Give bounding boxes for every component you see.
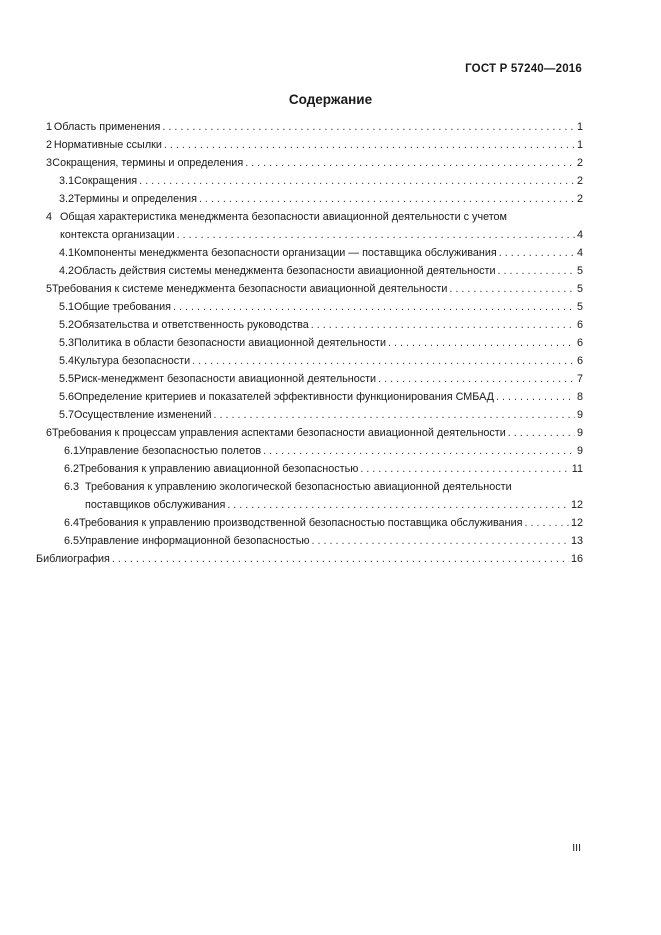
toc-entry-page: 2 (576, 157, 583, 169)
toc-entry-5-3[interactable] (46, 334, 583, 352)
toc-entry-page: 6 (576, 319, 583, 331)
toc-entry-6[interactable] (46, 424, 583, 442)
toc-entry-page: 16 (570, 553, 583, 565)
toc-entry-6-3[interactable] (46, 478, 583, 514)
toc-entry-page: 4 (576, 247, 583, 259)
toc-entry-3[interactable] (46, 154, 583, 172)
toc-entry-page: 6 (576, 337, 583, 349)
toc-entry-1[interactable] (46, 118, 583, 136)
toc-entry-number: 3 (46, 157, 53, 169)
toc-entry-title: Определение критериев и показателей эффективности функционирования СМБАД (74, 391, 494, 403)
toc-entry-number: 5.2 (59, 319, 75, 331)
toc-entry-title: Обязательства и ответственность руководства (74, 319, 309, 331)
dot-leader (496, 388, 575, 406)
toc-entry-number: 3.2 (59, 193, 75, 205)
toc-entry-6-5[interactable] (46, 532, 583, 550)
toc-entry-number: 6.4 (64, 517, 80, 529)
toc-entry-title: Нормативные ссылки (53, 139, 162, 151)
toc-entry-5-2[interactable] (46, 316, 583, 334)
toc-entry-page: 6 (576, 355, 583, 367)
toc-entry-number: 4.1 (59, 247, 75, 259)
toc-entry-number: 6.1 (64, 445, 80, 457)
toc-entry-number: 6.3 (64, 481, 80, 493)
toc-entry-page: 9 (576, 409, 583, 421)
toc-entry-page: 7 (576, 373, 583, 385)
dot-leader (263, 442, 575, 460)
dot-leader (177, 226, 575, 244)
toc-entry-title: Требования к управлению авиационной безопасностью (79, 463, 359, 475)
dot-leader (199, 190, 575, 208)
dot-leader (360, 460, 569, 478)
toc-entry-number: 5.7 (59, 409, 75, 421)
page-number: III (572, 842, 581, 854)
toc-entry-4-1[interactable] (46, 244, 583, 262)
toc-entry-page: 1 (576, 139, 583, 151)
toc-entry-page: 13 (570, 535, 583, 547)
toc-entry-5-7[interactable] (46, 406, 583, 424)
dot-leader (139, 172, 575, 190)
toc-entry-page: 12 (570, 499, 583, 511)
toc-entry-page: 4 (576, 229, 583, 241)
toc-entry-title: Требования к управлению экологической безопасностью авиационной деятельности (85, 481, 512, 493)
toc-entry-page: 1 (576, 121, 583, 133)
toc-entry-5[interactable] (46, 280, 583, 298)
toc-entry-page: 5 (576, 301, 583, 313)
toc-entry-title: Область действия системы менеджмента безопасности авиационной деятельности (74, 265, 496, 277)
toc-entry-title: Управление безопасностью полетов (79, 445, 262, 457)
dot-leader (173, 298, 575, 316)
toc-entry-6-2[interactable] (46, 460, 583, 478)
dot-leader (449, 280, 575, 298)
toc-entry-title-continuation: контекста организации (60, 229, 175, 241)
dot-leader (311, 316, 575, 334)
dot-leader (498, 262, 575, 280)
toc-entry-page: 9 (576, 445, 583, 457)
toc-entry-number: 4 (46, 211, 53, 223)
toc-entry-title: Риск-менеджмент безопасности авиационной деятельности (74, 373, 377, 385)
toc-entry-page: 11 (571, 463, 583, 475)
dot-leader (508, 424, 575, 442)
toc-entry-page: 2 (576, 175, 583, 187)
toc-entry-2[interactable] (46, 136, 583, 154)
toc-entry-title: Общая характеристика менеджмента безопасности авиационной деятельности с учетом (60, 211, 507, 223)
toc-entry-number: 5.6 (59, 391, 75, 403)
toc-entry-title: Осуществление изменений (74, 409, 212, 421)
toc-entry-title: Управление информационной безопасностью (79, 535, 310, 547)
toc-entry-number: 4.2 (59, 265, 75, 277)
toc-entry-number: 2 (46, 139, 53, 151)
dot-leader (162, 118, 575, 136)
toc-entry-page: 8 (576, 391, 583, 403)
toc-entry-title: Требования к процессам управления аспектами безопасности авиационной деятельности (52, 427, 506, 439)
toc-entry-number: 5 (46, 283, 53, 295)
toc-entry-5-1[interactable] (46, 298, 583, 316)
toc-entry-page: 5 (576, 265, 583, 277)
toc-entry-number: 1 (46, 121, 53, 133)
toc-entry-number: 6.2 (64, 463, 80, 475)
toc-entry-title-continuation: поставщиков обслуживания (85, 499, 226, 511)
dot-leader (164, 136, 575, 154)
toc-entry-bibliography[interactable] (36, 550, 583, 568)
toc-entry-title: Сокращения, термины и определения (52, 157, 244, 169)
dot-leader (524, 514, 569, 532)
toc-entry-5-6[interactable] (46, 388, 583, 406)
toc-entry-number: 5.1 (59, 301, 75, 313)
dot-leader (214, 406, 575, 424)
toc-entry-number: 5.3 (59, 337, 75, 349)
toc-entry-5-5[interactable] (46, 370, 583, 388)
dot-leader (378, 370, 575, 388)
toc-entry-title: Область применения (53, 121, 161, 133)
toc-entry-number: 6 (46, 427, 53, 439)
dot-leader (388, 334, 575, 352)
toc-entry-title: Сокращения (74, 175, 138, 187)
dot-leader (112, 550, 569, 568)
toc-entry-number: 5.4 (59, 355, 75, 367)
toc-entry-5-4[interactable] (46, 352, 583, 370)
toc-entry-6-4[interactable] (46, 514, 583, 532)
toc-entry-4-2[interactable] (46, 262, 583, 280)
toc-entry-title: Общие требования (74, 301, 171, 313)
toc-heading: Содержание (288, 92, 373, 107)
dot-leader (499, 244, 575, 262)
toc-entry-title: Компоненты менеджмента безопасности организации — поставщика обслуживания (74, 247, 497, 259)
toc-entry-number: 6.5 (64, 535, 80, 547)
toc-entry-page: 5 (576, 283, 583, 295)
dot-leader (311, 532, 569, 550)
dot-leader (192, 352, 575, 370)
toc-entry-title: Политика в области безопасности авиационной деятельности (74, 337, 387, 349)
toc-entry-3-2[interactable] (46, 190, 583, 208)
toc-entry-page: 2 (576, 193, 583, 205)
toc-entry-4[interactable] (46, 208, 583, 244)
toc-entry-6-1[interactable] (46, 442, 583, 460)
toc-entry-title: Культура безопасности (74, 355, 191, 367)
toc-entry-3-1[interactable] (46, 172, 583, 190)
dot-leader (227, 496, 569, 514)
toc-entry-number: 5.5 (59, 373, 75, 385)
document-code: ГОСТ Р 57240—2016 (465, 63, 582, 75)
dot-leader (245, 154, 575, 172)
toc-entry-page: 12 (570, 517, 583, 529)
toc-entry-number: 3.1 (59, 175, 75, 187)
toc-entry-page: 9 (576, 427, 583, 439)
toc-entry-title: Требования к системе менеджмента безопасности авиационной деятельности (52, 283, 448, 295)
toc-entry-title: Требования к управлению производственной безопасностью поставщика обслуживания (79, 517, 523, 529)
toc-entry-title: Библиография (36, 553, 110, 565)
toc-entry-title: Термины и определения (74, 193, 197, 205)
table-of-contents (36, 118, 583, 568)
